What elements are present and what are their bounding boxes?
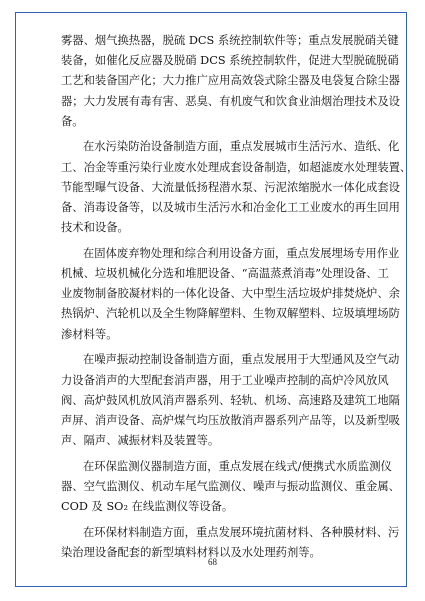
text-line: 力设备消声的大型配套消声器，用于工业噪声控制的高炉冷风放风 [61,373,389,387]
text-line: 装备，如催化反应器及脱硝 DCS 系统控制软件，促进大型脱硫脱硝 [61,54,399,68]
text-line: 在环保材料制造方面，重点发展环境抗菌材料、各种膜材料、污 [83,525,400,539]
text-line: 染治理设备配套的新型填料材料以及水处理药剂等。 [61,546,321,559]
text-line: 声、隔声、减振材料及装置等。 [61,434,220,448]
body-text [61,31,412,563]
text-line: 在环保监测仪器制造方面，重点发展在线式/便携式水质监测仪 [83,459,392,473]
text-line: COD 及 SO₂ 在线监测仪等设备。 [61,500,234,514]
page-number: 68 [208,557,217,567]
text-line: 工艺和装备国产化；大力推广应用高效袋式除尘器及电袋复合除尘器 [61,74,400,88]
paragraph-solid-waste-equipment [61,244,400,345]
text-line: 器；大力发展有毒有害、恶臭、有机废气和饮食业油烟治理技术及设 [61,94,400,108]
text-line: 业废物制备胶凝材料的一体化设备、大中型生活垃圾炉排焚烧炉、余 [61,287,400,301]
text-line: 在水污染防治设备制造方面，重点发展城市生活污水、造纸、化 [83,140,400,154]
text-line: 器、空气监测仪、机动车尾气监测仪、噪声与振动监测仪、重金属、 [61,479,400,493]
text-line: 阀、高炉鼓风机放风消声器系列、轻轨、机场、高速路及建筑工地隔 [61,393,400,407]
text-line: 备。 [61,114,84,128]
text-line: 雾器、烟气换热器，脱硫 DCS 系统控制软件等；重点发展脱硝关键 [61,34,399,47]
text-line: 在噪声振动控制设备制造方面，重点发展用于大型通风及空气动 [83,353,400,367]
text-line: 在固体废弃物处理和综合利用设备方面，重点发展埋场专用作业 [83,246,400,260]
paragraph-monitoring-instruments [61,457,400,518]
text-line: 热锅炉、汽轮机以及全生物降解塑料、生物双解塑料、垃圾填埋场防 [61,307,400,321]
text-line: 声屏、消声设备、高炉煤气均压放散消声器系列产品等，以及新型吸 [61,413,400,427]
paragraph-air-pollution-equipment [61,31,400,132]
text-line: 备、消毒设备等，以及城市生活污水和冶金化工工业废水的再生回用 [61,201,400,214]
text-line: 技术和设备。 [61,221,129,235]
text-line: 渗材料等。 [61,327,118,341]
paragraph-water-pollution-equipment [61,137,412,238]
text-line: 工、冶金等重污染行业废水处理成套设备制造，如超滤废水处理装置、 [61,160,412,174]
paragraph-noise-vibration-equipment [61,350,400,451]
text-line: 节能型曝气设备、大流量低扬程潜水泵、污泥浓缩脱水一体化成套设 [61,180,400,194]
text-line: 机械、垃圾机械化分选和堆肥设备、“高温蒸煮消毒”处理设备、工 [61,267,389,281]
